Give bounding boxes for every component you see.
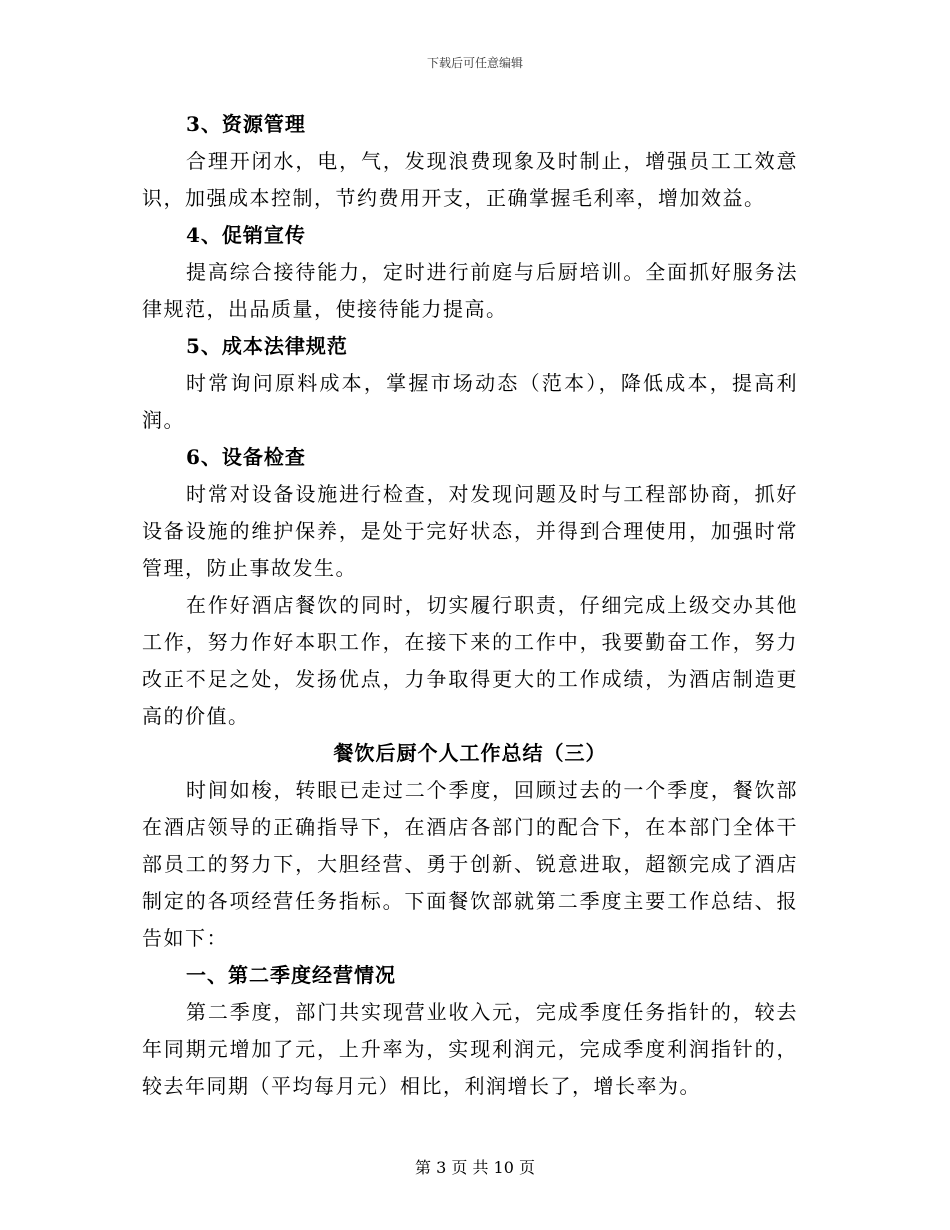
paragraph-q2-operations: 第二季度，部门共实现营业收入元，完成季度任务指针的，较去年同期元增加了元，上升率为，实现利润元，完成季度利润指针的，较去年同期（平均每月元）相比，利润增长了，增长率为。 <box>142 1000 798 1098</box>
paragraph-promotion: 提高综合接待能力，定时进行前庭与后厨培训。全面抓好服务法律规范，出品质量，使接待能力提高。 <box>142 260 798 321</box>
paragraph-intro: 时间如梭，转眼已走过二个季度，回顾过去的一个季度，餐饮部在酒店领导的正确指导下，在酒店各部门的配合下，在本部门全体干部员工的努力下，大胆经营、勇于创新、锐意进取，超额完成了酒店制定的各项经营任务指标。下面餐饮部就第二季度主要工作总结、报告如下： <box>142 778 798 950</box>
paragraph-cost-regulation: 时常询问原料成本，掌握市场动态（范本），降低成本，提高利润。 <box>142 371 798 432</box>
document-body <box>142 106 798 1105</box>
section-heading-equipment-inspection: 6、设备检查 <box>186 445 306 469</box>
section-heading-promotion: 4、促销宣传 <box>186 223 306 247</box>
paragraph-equipment-inspection: 时常对设备设施进行检查，对发现问题及时与工程部协商，抓好设备设施的维护保养，是处于完好状态，并得到合理使用，加强时常管理，防止事故发生。 <box>142 482 798 580</box>
page-number-footer: 第 3 页 共 10 页 <box>415 1158 535 1177</box>
section-heading-resource-management: 3、资源管理 <box>186 112 306 136</box>
section-heading-cost-regulation: 5、成本法律规范 <box>186 334 348 358</box>
paragraph-resource-management: 合理开闭水，电，气，发现浪费现象及时制止，增强员工工效意识，加强成本控制，节约费用开支，正确掌握毛利率，增加效益。 <box>142 149 798 210</box>
article-title: 餐饮后厨个人工作总结（三） <box>333 741 607 765</box>
section-heading-q2-operations: 一、第二季度经营情况 <box>186 963 396 987</box>
page-header-note: 下载后可任意编辑 <box>426 56 523 70</box>
paragraph-closing: 在作好酒店餐饮的同时，切实履行职责，仔细完成上级交办其他工作，努力作好本职工作，在接下来的工作中，我要勤奋工作，努力改正不足之处，发扬优点，力争取得更大的工作成绩，为酒店制造更高的价值。 <box>142 593 798 728</box>
